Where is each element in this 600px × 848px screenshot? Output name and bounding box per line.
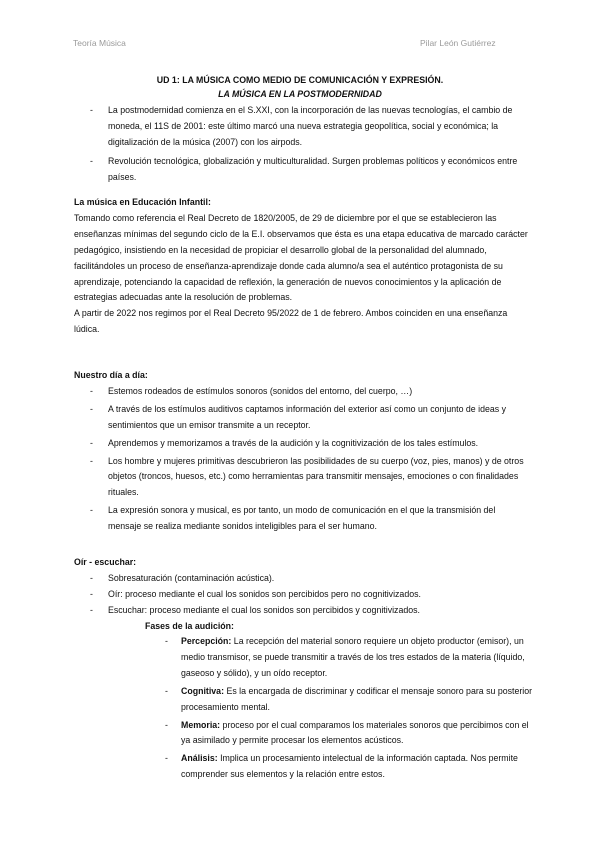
list-item: - Aprendemos y memorizamos a través de la audición y la cognitivización de los tales estímulos.: [90, 437, 479, 448]
doc-subtitle: LA MÚSICA EN LA POSTMODERNIDAD: [218, 89, 382, 99]
list-item: - La expresión sonora y musical, es por tanto, un modo de comunicación en el que la transmisión del mensaje se realiza mediante sonidos inteligibles para el ser humano.: [90, 505, 496, 532]
section-heading: Nuestro día a día:: [74, 370, 148, 380]
list-item: - Análisis: Implica un procesamiento intelectual de la información captada. Nos permite comprender sus elementos y la relación entre estos.: [165, 753, 518, 780]
list-item: - Sobresaturación (contaminación acústica).: [90, 572, 275, 583]
oir-section: [74, 555, 534, 619]
section-heading: La música en Educación Infantil:: [74, 197, 211, 207]
list-item: - Percepción: La recepción del material sonoro requiere un objeto productor (emisor), un medio transmisor, se puede transmitir a través de los tres estados de la materia (líquido, gaseoso y sólido), y un oído receptor.: [165, 636, 525, 678]
doc-title: UD 1: LA MÚSICA COMO MEDIO DE COMUNICACIÓN Y EXPRESIÓN.: [156, 75, 444, 85]
list-item: - Revolución tecnológica, globalización y multiculturalidad. Surgen problemas políticos y económicos entre países.: [90, 155, 518, 182]
header-right: Pilar León Gutiérrez: [420, 38, 496, 48]
list-item: - A través de los estímulos auditivos captamos información del exterior así como un conjunto de ideas y sentimientos que un emisor transmite a un receptor.: [90, 403, 507, 430]
list-item: - La postmodernidad comienza en el S.XXI, con la incorporación de las nuevas tecnologías, el cambio de moneda, el 11S de 2001: este último marcó una nueva estrategia geopolítica, social y económica; la digitalización de la música (2007) con los airpods.: [90, 105, 513, 147]
list-item: - Escuchar: proceso mediante el cual los sonidos son percibidos y cognitivizados.: [90, 604, 420, 615]
paragraph: A partir de 2022 nos regimos por el Real Decreto 95/2022 de 1 de febrero. Ambos coinciden en una enseñanza lúdica.: [74, 308, 508, 335]
list-item: - Los hombre y mujeres primitivas descubrieron las posibilidades de su cuerpo (voz, pies, manos) y de otros objetos (troncos, huesos, etc.) como herramientas para transmitir mensajes, emociones o con finalidades rituales.: [90, 455, 524, 498]
section-heading: Oír - escuchar:: [74, 557, 137, 567]
infantil-section: [74, 195, 532, 338]
paragraph: Tomando como referencia el Real Decreto de 1820/2005, de 29 de diciembre por el que se establecieron las enseñanzas mínimas del segundo ciclo de la E.I. observamos que ésta es una etapa educativa de marcado carácter pedagógico, insistiendo en la necesidad de propiciar el desarrollo global de la personalidad del alumnado, facilitándoles un proceso de enseñanza-aprendizaje donde cada alumno/a sea el auténtico protagonista de su aprendizaje, potenciando la capacidad de reflexión, la generación de nuevos conocimientos y la aplicación de estrategias adecuadas ante la resolución de problemas.: [74, 212, 528, 303]
list-item: - Estemos rodeados de estímulos sonoros (sonidos del entorno, del cuerpo, …): [90, 385, 413, 396]
list-item: - Cognitiva: Es la encargada de discriminar y codificar el mensaje sonoro para su posterior procesamiento mental.: [165, 685, 533, 712]
header-left: Teoría Música: [73, 38, 126, 48]
intro-list: [74, 103, 529, 186]
list-item: - Oír: proceso mediante el cual los sonidos son percibidos pero no cognitivizados.: [90, 588, 421, 599]
list-item: - Memoria: proceso por el cual comparamos los materiales sonoros que percibimos con el ya asimilado y permite procesar los elementos acústicos.: [165, 719, 529, 746]
fases-list: [159, 634, 534, 783]
dia-section: [74, 368, 526, 535]
fases-heading: Fases de la audición:: [145, 621, 234, 631]
